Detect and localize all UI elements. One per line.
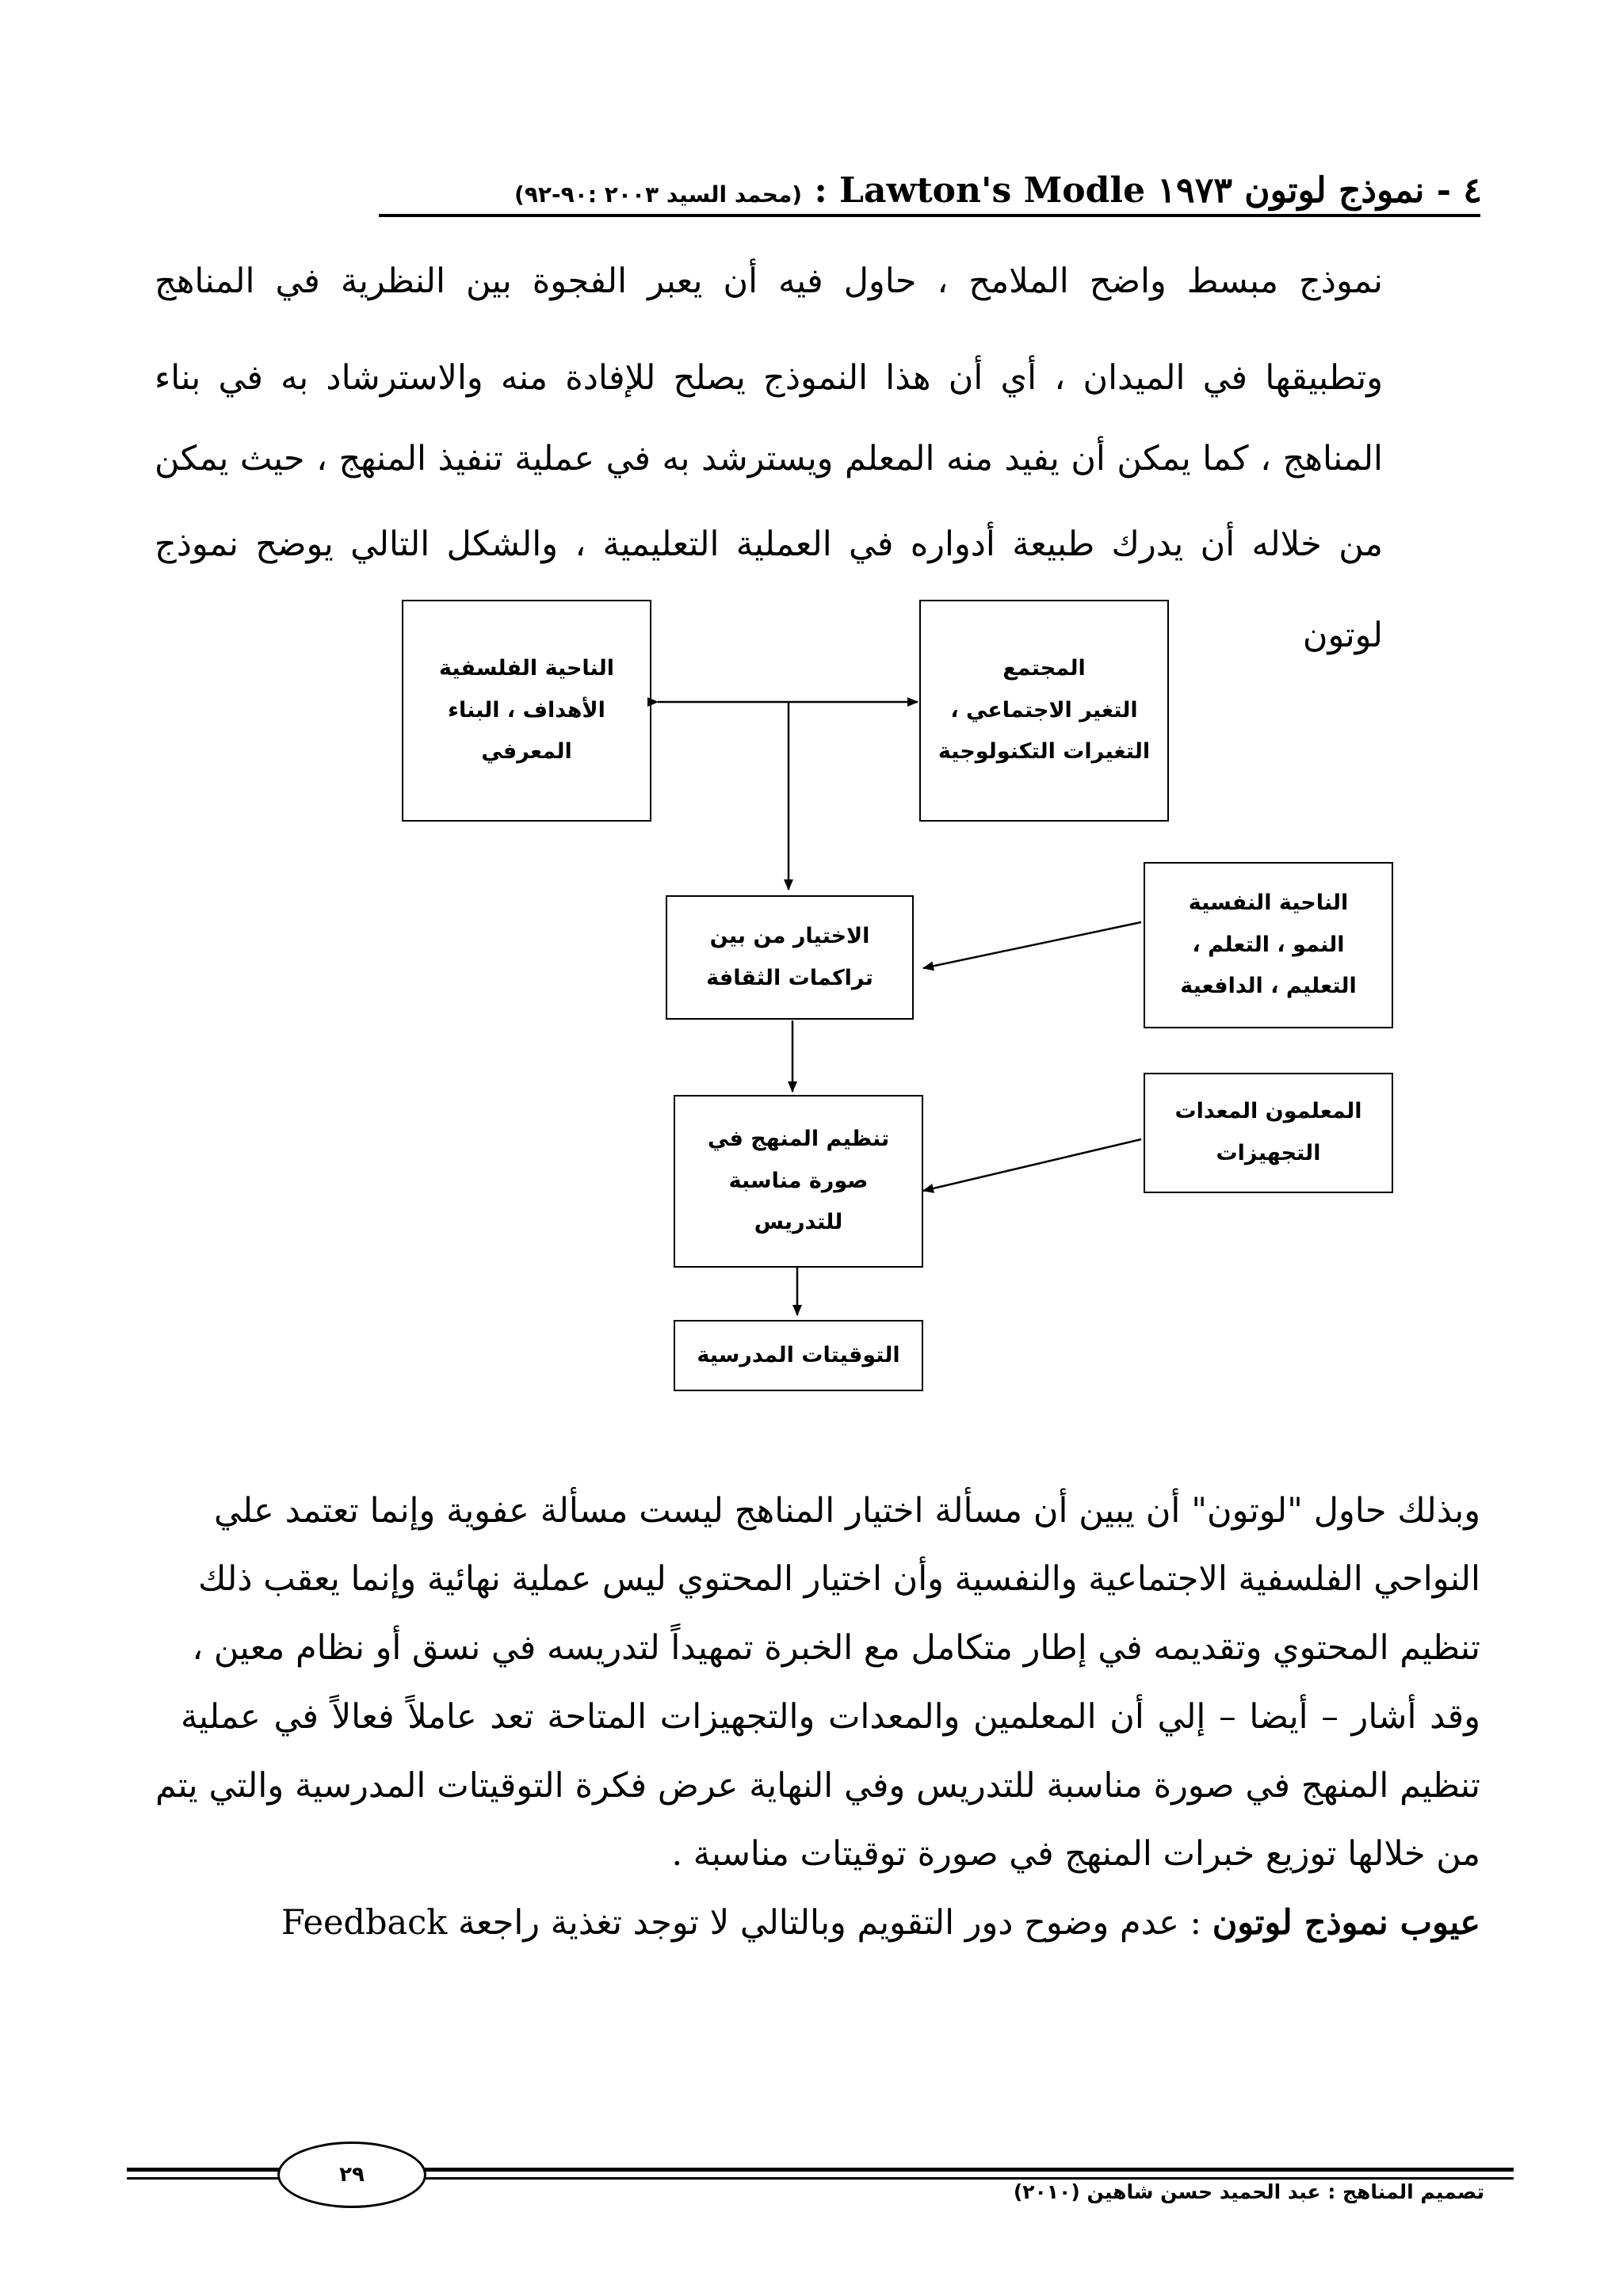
box-teachers [1144, 1073, 1393, 1193]
section-title-latin: Lawton's Modle [839, 170, 1146, 211]
box-teachers-line: التجهيزات [1216, 1141, 1321, 1165]
box-psychology-line: الناحية النفسية [1188, 891, 1349, 916]
body-line: النواحي الفلسفية الاجتماعية والنفسية وأن اختيار المحتوي ليس عملية نهائية وإنما يعقب ذلك [198, 1559, 1480, 1599]
box-society [919, 600, 1169, 822]
body-line: تنظيم المنهج في صورة مناسبة للتدريس وفي النهاية عرض فكرة التوقيتات المدرسية والتي يتم [155, 1766, 1480, 1806]
drawbacks-separator: : [1190, 1903, 1202, 1943]
intro-line: المناهج ، كما يمكن أن يفيد منه المعلم ويسترشد به في عملية تنفيذ المنهج ، حيث يمكن [155, 439, 1383, 479]
link-teachers-organization [923, 1139, 1141, 1191]
box-society-line: المجتمع [1002, 656, 1086, 681]
section-citation: (محمد السيد ٢٠٠٣ :٩٠-٩٢) [514, 181, 803, 208]
box-organization-line: تنظيم المنهج في [707, 1127, 890, 1152]
footer-source: تصميم المناهج : عبد الحميد حسن شاهين (٢٠١٠) [1013, 2180, 1484, 2203]
box-philosophy [402, 600, 651, 822]
box-selection-line: تراكمات الثقافة [706, 965, 873, 990]
body-line: وقد أشار – أيضا – إلي أن المعلمين والمعدات والتجهيزات المتاحة تعد عاملاً فعالاً في عملية [181, 1697, 1480, 1737]
drawbacks-text: عدم وضوح دور التقويم وبالتالي لا توجد تغذية راجعة [457, 1903, 1179, 1943]
section-separator: : [814, 170, 827, 211]
box-society-line: التغير الاجتماعي ، [950, 697, 1138, 723]
box-selection [666, 895, 914, 1020]
box-teachers-line: المعلمون المعدات [1174, 1099, 1362, 1124]
box-timetable [674, 1320, 923, 1391]
body-line: تنظيم المحتوي وتقديمه في إطار متكامل مع الخبرة تمهيداً لتدريسه في نسق أو نظام معين ، [192, 1628, 1480, 1668]
box-organization [674, 1095, 923, 1268]
section-title: نموذج لوتون ١٩٧٣ [1157, 170, 1425, 211]
intro-line: من خلاله أن يدرك طبيعة أدواره في العملية التعليمية ، والشكل التالي يوضح نموذج [155, 524, 1383, 564]
section-number: ٤ - [1436, 170, 1482, 211]
intro-line: لوتون [1302, 616, 1383, 655]
body-line: من خلالها توزيع خبرات المنهج في صورة توقيتات مناسبة . [671, 1834, 1480, 1874]
box-philosophy-line: الناحية الفلسفية [439, 656, 614, 681]
box-organization-line: للتدريس [754, 1210, 843, 1235]
box-psychology-line: التعليم ، الدافعية [1180, 974, 1357, 999]
box-society-line: التغيرات التكنولوجية [938, 739, 1151, 765]
drawbacks-line [198, 1899, 1480, 1947]
link-psychology-selection [923, 922, 1141, 968]
box-philosophy-line: الأهداف ، البناء [448, 697, 605, 723]
intro-line: نموذج مبسط واضح الملامح ، حاول فيه أن يعبر الفجوة بين النظرية في المناهج [155, 261, 1383, 301]
box-organization-line: صورة مناسبة [728, 1168, 869, 1193]
page-number: ٢٩ [277, 2142, 426, 2208]
box-timetable-line: التوقيتات المدرسية [697, 1342, 900, 1367]
box-philosophy-line: المعرفي [481, 739, 572, 765]
box-psychology-line: النمو ، التعلم ، [1192, 932, 1345, 957]
box-psychology [1144, 862, 1393, 1028]
body-line: وبذلك حاول "لوتون" أن يبين أن مسألة اختيار المناهج ليست مسألة عفوية وإنما تعتمد علي [214, 1491, 1480, 1531]
intro-line: وتطبيقها في الميدان ، أي أن هذا النموذج يصلح للإفادة منه والاسترشاد به في بناء [155, 358, 1383, 398]
box-selection-line: الاختيار من بين [709, 923, 870, 948]
drawbacks-latin: Feedback [281, 1903, 448, 1943]
drawbacks-label: عيوب نموذج لوتون [1212, 1903, 1480, 1943]
